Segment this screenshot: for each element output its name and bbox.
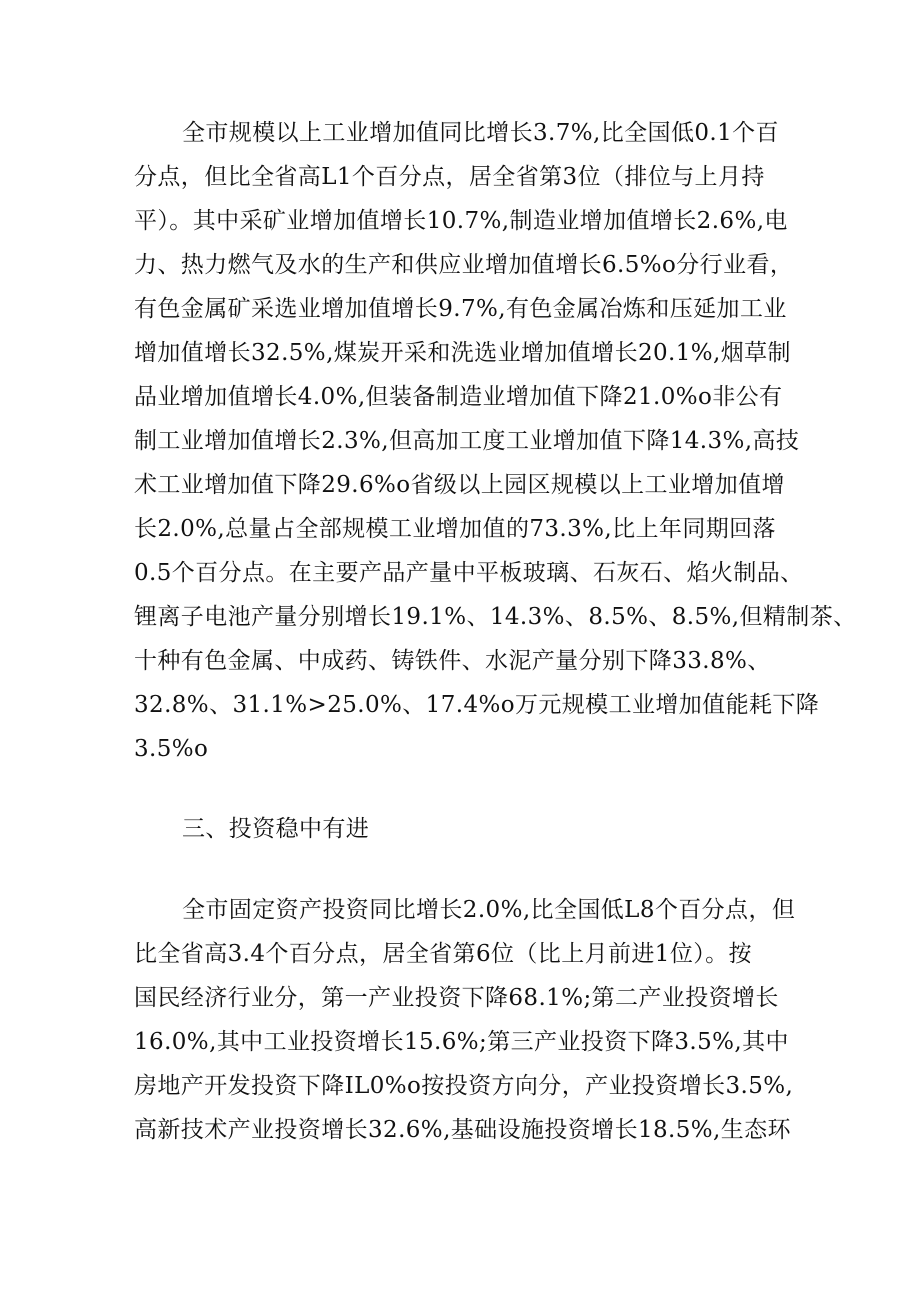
paragraph-line: 增加值增长32.5%,煤炭开采和洗选业增加值增长20.1%,烟草制 xyxy=(134,340,791,366)
section-heading: 三、投资稳中有进 xyxy=(182,816,370,842)
paragraph-line: 有色金属矿采选业增加值增长9.7%,有色金属冶炼和压延加工业 xyxy=(134,296,787,322)
paragraph-line: 品业增加值增长4.0%,但装备制造业增加值下降21.0%o非公有 xyxy=(134,384,783,410)
paragraph-line: 长2.0%,总量占全部规模工业增加值的73.3%,比上年同期回落 xyxy=(134,516,776,542)
paragraph-line: 3.5%o xyxy=(134,736,209,762)
paragraph-line: 比全省高3.4个百分点，居全省第6位（比上月前进1位）。按 xyxy=(134,941,752,967)
paragraph-line: 全市规模以上工业增加值同比增长3.7%,比全国低0.1个百 xyxy=(182,120,779,146)
paragraph-line: 国民经济行业分，第一产业投资下降68.1%;第二产业投资增长 xyxy=(134,985,779,1011)
paragraph-line: 平）。其中采矿业增加值增长10.7%,制造业增加值增长2.6%,电 xyxy=(134,208,788,234)
paragraph-line: 房地产开发投资下降IL0%o按投资方向分，产业投资增长3.5%, xyxy=(134,1073,794,1099)
paragraph-line: 16.0%,其中工业投资增长15.6%;第三产业投资下降3.5%,其中 xyxy=(134,1029,789,1055)
paragraph-line: 32.8%、31.1%>25.0%、17.4%o万元规模工业增加值能耗下降 xyxy=(134,692,820,718)
paragraph-line: 力、热力燃气及水的生产和供应业增加值增长6.5%o分行业看， xyxy=(134,252,794,278)
paragraph-line: 术工业增加值下降29.6%o省级以上园区规模以上工业增加值增 xyxy=(134,472,785,498)
paragraph-line: 十种有色金属、中成药、铸铁件、水泥产量分别下降33.8%、 xyxy=(134,648,771,674)
paragraph-line: 分点，但比全省高L1个百分点，居全省第3位（排位与上月持 xyxy=(134,164,765,190)
paragraph-line: 锂离子电池产量分别增长19.1%、14.3%、8.5%、8.5%,但精制茶、 xyxy=(134,604,857,630)
paragraph-line: 全市固定资产投资同比增长2.0%,比全国低L8个百分点，但 xyxy=(182,897,796,923)
paragraph-line: 高新技术产业投资增长32.6%,基础设施投资增长18.5%,生态环 xyxy=(134,1117,791,1143)
paragraph-line: 0.5个百分点。在主要产品产量中平板玻璃、石灰石、焰火制品、 xyxy=(134,560,804,586)
paragraph-line: 制工业增加值增长2.3%,但高加工度工业增加值下降14.3%,高技 xyxy=(134,428,800,454)
